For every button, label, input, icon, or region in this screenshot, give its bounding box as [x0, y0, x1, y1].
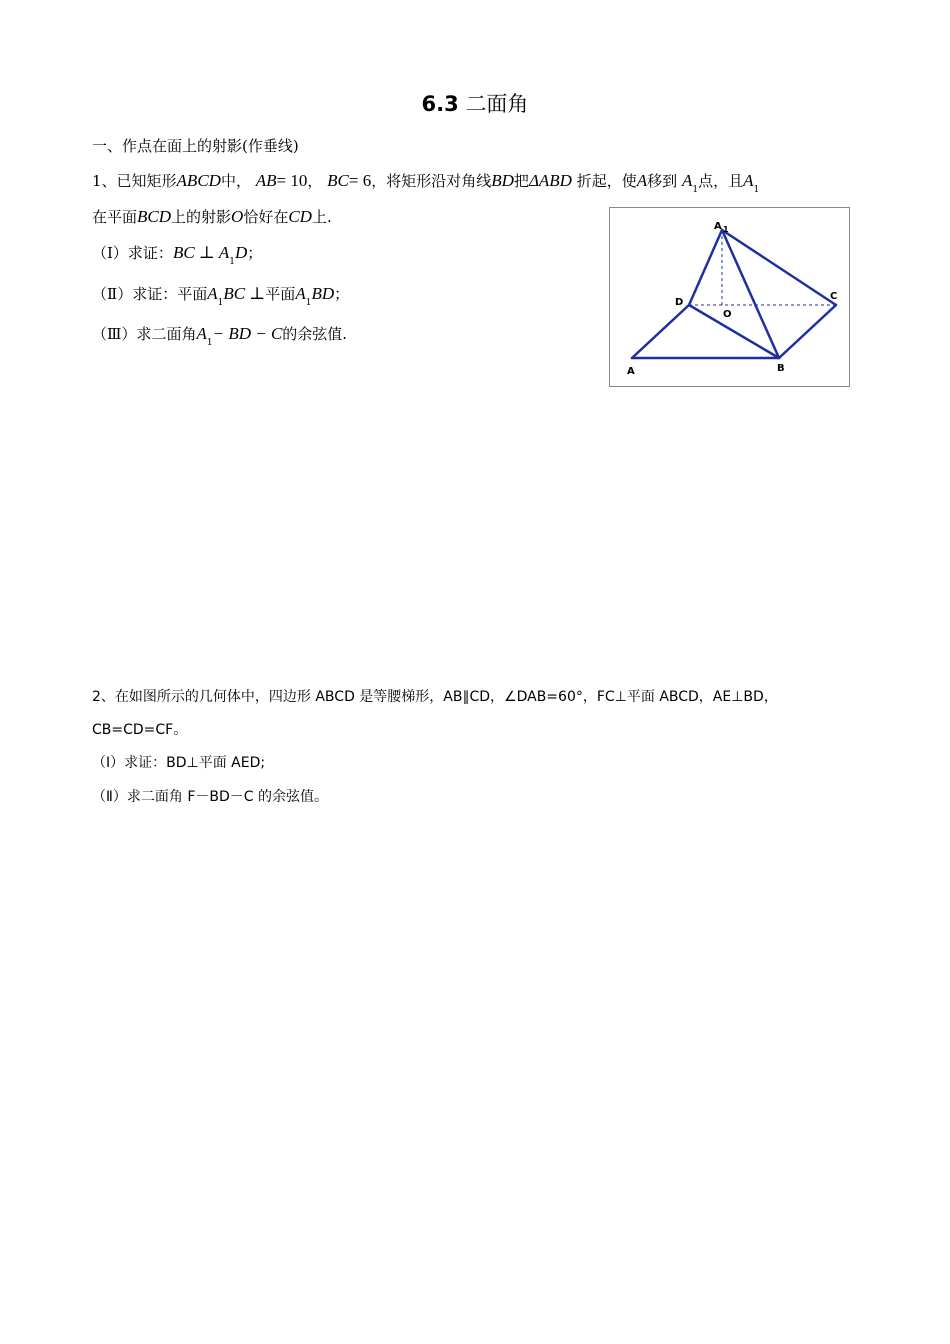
edge-a-d: [632, 305, 689, 358]
label-a1: A: [714, 221, 722, 232]
question-2-2: （Ⅱ）求二面角 F－BD－C 的余弦值。: [92, 789, 329, 805]
label-a: A: [627, 366, 635, 377]
label-d: D: [675, 297, 684, 308]
edge-a1-d: [689, 230, 722, 305]
section-heading: 一、作点在面上的射影(作垂线): [92, 137, 299, 155]
folded-rectangle-figure: [609, 207, 850, 387]
page-title: 6.3 二面角: [421, 92, 529, 116]
edge-d-b: [689, 305, 779, 358]
question-1-1: （Ⅰ）求证：BC ⊥ $A_1D$；: [92, 243, 263, 267]
label-o: O: [723, 309, 732, 320]
problem-1-line-1: 1、已知矩形ABCD中， AB= 10， BC= 6，将矩形沿对角线BD把ΔABD 折起，使A移到 $A_1$点，且$A_1$: [92, 171, 760, 195]
problem-2-line-1: 2、在如图所示的几何体中，四边形 ABCD 是等腰梯形，AB∥CD，∠DAB=60°，FC⊥平面 ABCD，AE⊥BD，: [92, 689, 778, 705]
label-c: C: [830, 291, 838, 302]
problem-1-line-2: 在平面BCD上的射影O恰好在CD上.: [92, 207, 332, 226]
edge-b-c: [779, 305, 836, 358]
label-b: B: [777, 363, 785, 374]
question-2-1: （Ⅰ）求证：BD⊥平面 AED;: [92, 755, 266, 771]
label-a1-sub: 1: [723, 225, 729, 234]
problem-2-line-2: CB=CD=CF。: [92, 722, 188, 738]
question-1-3: （Ⅲ）求二面角$A_1-$ BD − C的余弦值.: [92, 324, 348, 348]
question-1-2: （Ⅱ）求证：平面$A_1BC$ ⊥平面$A_1BD$；: [92, 284, 350, 308]
